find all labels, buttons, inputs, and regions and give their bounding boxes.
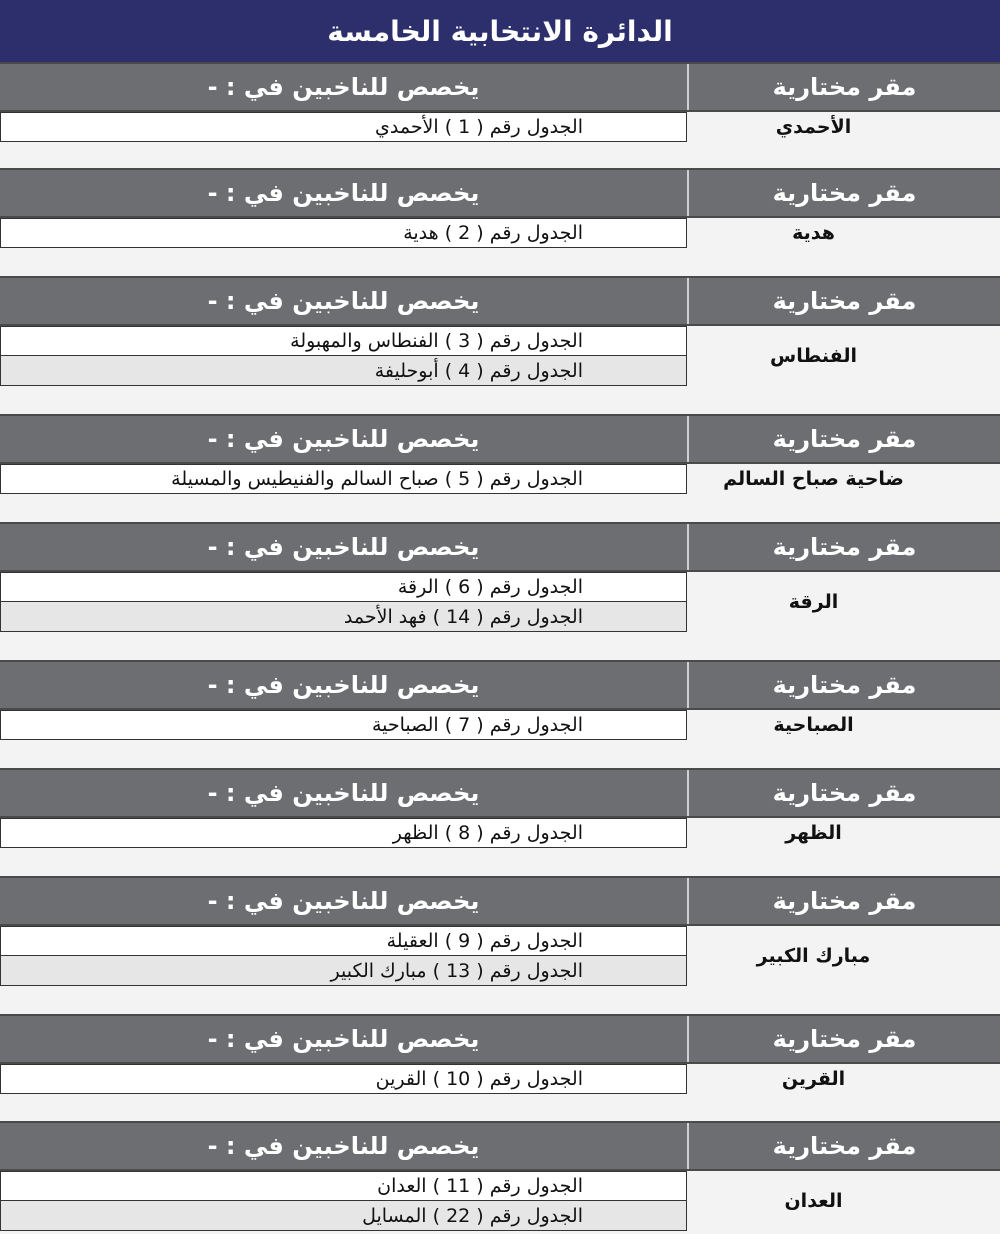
- voters-header-label: يخصص للناخبين في : -: [207, 1132, 480, 1160]
- table-row: الجدول رقم ( 22 ) المسايل: [0, 1201, 687, 1231]
- seat-header-label: مقر مختارية: [687, 878, 1000, 924]
- voters-header-label: يخصص للناخبين في : -: [207, 179, 480, 207]
- section-block: [0, 276, 1000, 386]
- seat-name: الصباحية: [773, 714, 854, 736]
- table-row: الجدول رقم ( 1 ) الأحمدي: [0, 112, 687, 142]
- seat-header-label: مقر مختارية: [687, 416, 1000, 462]
- voters-header-label: يخصص للناخبين في : -: [207, 425, 480, 453]
- seat-name: الرقة: [788, 591, 839, 613]
- table-row: الجدول رقم ( 14 ) فهد الأحمد: [0, 602, 687, 632]
- section-block: [0, 168, 1000, 248]
- voters-header-label: يخصص للناخبين في : -: [207, 287, 480, 315]
- seat-name: الفنطاس: [770, 345, 857, 367]
- section-header: [0, 414, 1000, 464]
- section-header: [0, 876, 1000, 926]
- seat-name: الأحمدي: [775, 116, 852, 138]
- section-header: [0, 768, 1000, 818]
- section-block: [0, 1014, 1000, 1094]
- seat-header-label: مقر مختارية: [687, 170, 1000, 216]
- seat-header-label: مقر مختارية: [687, 662, 1000, 708]
- section-header: [0, 1121, 1000, 1171]
- seat-name: القرين: [781, 1068, 846, 1090]
- seat-header-label: مقر مختارية: [687, 64, 1000, 110]
- table-row: الجدول رقم ( 13 ) مبارك الكبير: [0, 956, 687, 986]
- voters-header-label: يخصص للناخبين في : -: [207, 1025, 480, 1053]
- seat-header-label: مقر مختارية: [687, 524, 1000, 570]
- section-block: [0, 522, 1000, 632]
- table-row: الجدول رقم ( 7 ) الصباحية: [0, 710, 687, 740]
- section-block: [0, 768, 1000, 848]
- section-block: [0, 62, 1000, 142]
- page-title: الدائرة الانتخابية الخامسة: [0, 0, 1000, 62]
- table-row: الجدول رقم ( 8 ) الظهر: [0, 818, 687, 848]
- section-block: [0, 1121, 1000, 1231]
- table-row: الجدول رقم ( 4 ) أبوحليفة: [0, 356, 687, 386]
- section-header: [0, 1014, 1000, 1064]
- seat-name: مبارك الكبير: [756, 945, 871, 967]
- seat-name: الظهر: [785, 822, 842, 844]
- section-header: [0, 62, 1000, 112]
- table-row: الجدول رقم ( 11 ) العدان: [0, 1171, 687, 1201]
- section-header: [0, 168, 1000, 218]
- table-row: الجدول رقم ( 2 ) هدية: [0, 218, 687, 248]
- seat-header-label: مقر مختارية: [687, 1016, 1000, 1062]
- section-header: [0, 276, 1000, 326]
- table-row: الجدول رقم ( 10 ) القرين: [0, 1064, 687, 1094]
- seat-header-label: مقر مختارية: [687, 1123, 1000, 1169]
- seat-header-label: مقر مختارية: [687, 278, 1000, 324]
- seat-name: العدان: [784, 1190, 843, 1212]
- table-row: الجدول رقم ( 9 ) العقيلة: [0, 926, 687, 956]
- table-row: الجدول رقم ( 5 ) صباح السالم والفنيطيس والمسيلة: [0, 464, 687, 494]
- section-header: [0, 522, 1000, 572]
- section-block: [0, 876, 1000, 986]
- seat-name: هدية: [792, 222, 835, 244]
- section-block: [0, 414, 1000, 494]
- voters-header-label: يخصص للناخبين في : -: [207, 887, 480, 915]
- voters-header-label: يخصص للناخبين في : -: [207, 73, 480, 101]
- section-header: [0, 660, 1000, 710]
- seat-name: ضاحية صباح السالم: [723, 468, 904, 490]
- voters-header-label: يخصص للناخبين في : -: [207, 533, 480, 561]
- voters-header-label: يخصص للناخبين في : -: [207, 779, 480, 807]
- voters-header-label: يخصص للناخبين في : -: [207, 671, 480, 699]
- table-row: الجدول رقم ( 6 ) الرقة: [0, 572, 687, 602]
- section-block: [0, 660, 1000, 740]
- seat-header-label: مقر مختارية: [687, 770, 1000, 816]
- table-row: الجدول رقم ( 3 ) الفنطاس والمهبولة: [0, 326, 687, 356]
